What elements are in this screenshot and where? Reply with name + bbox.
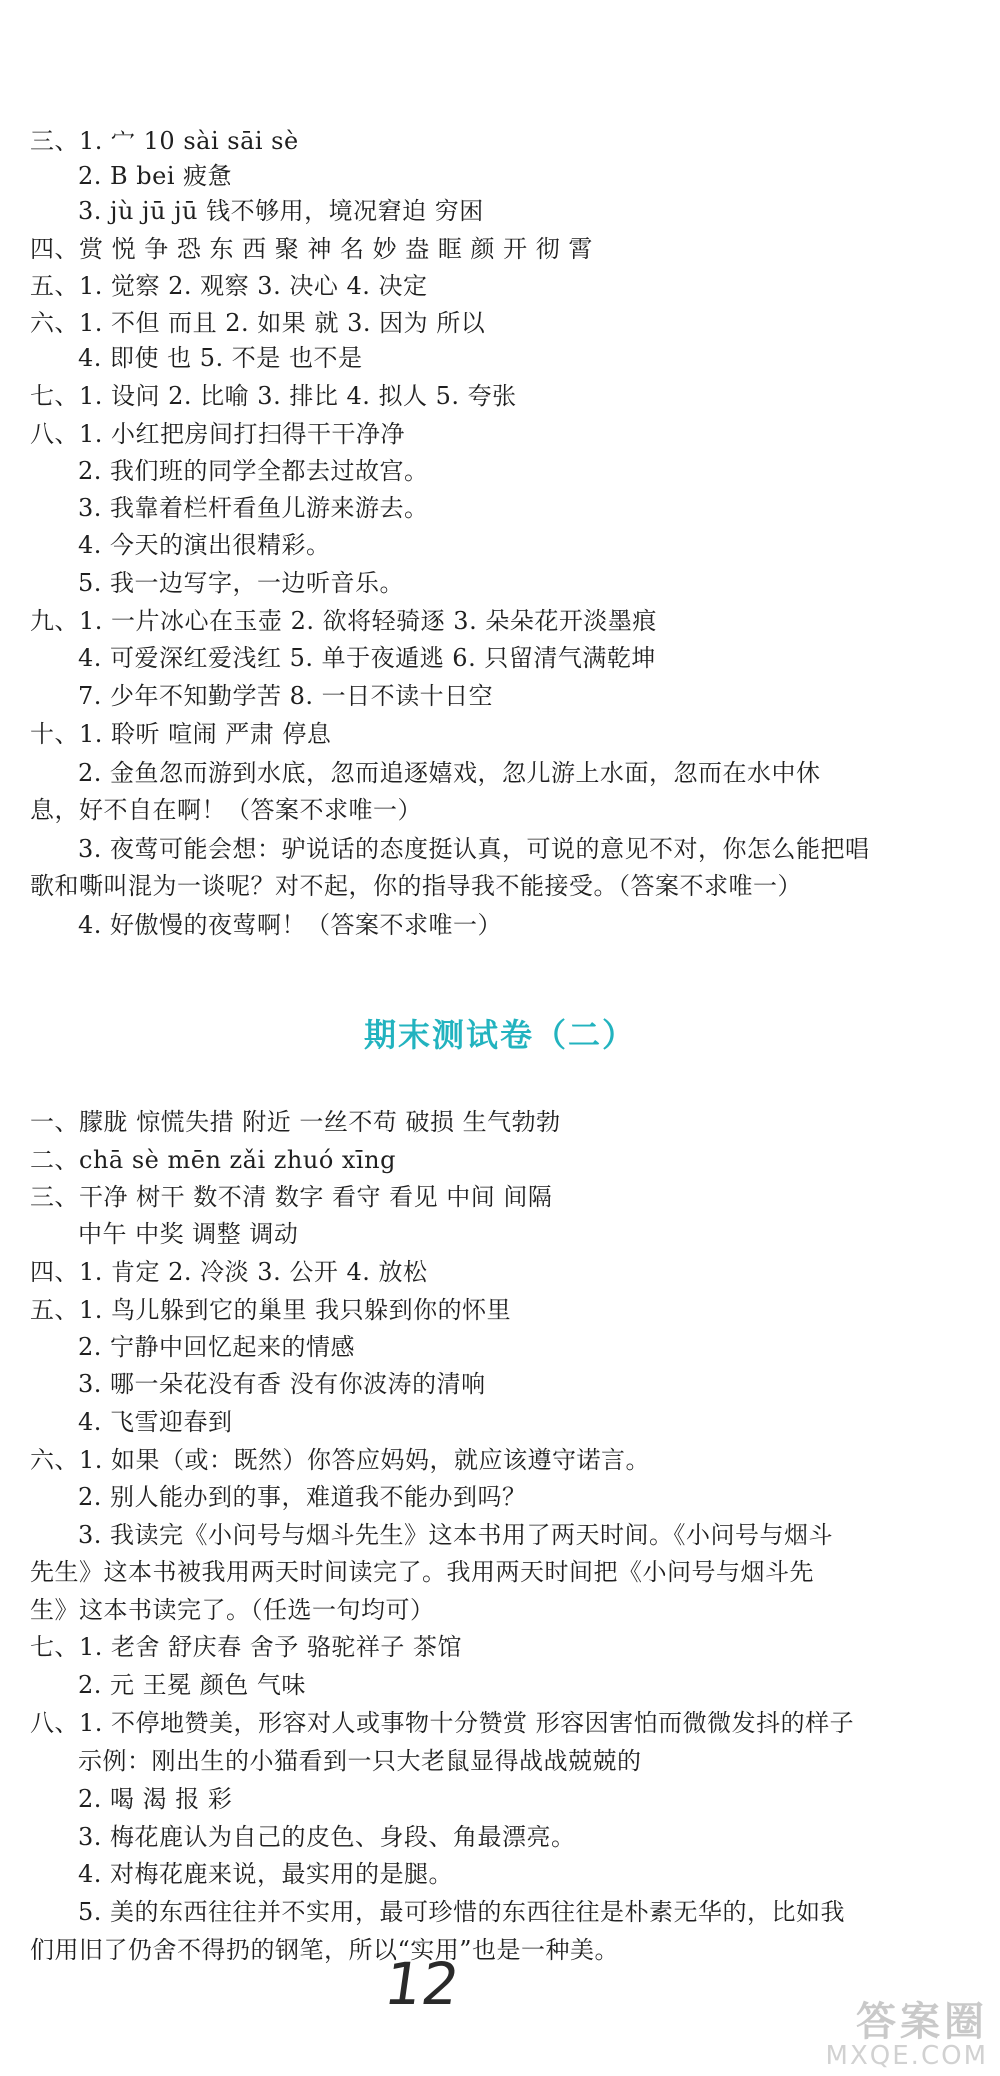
- answer-line: 中午 中奖 调整 调动: [78, 1220, 299, 1248]
- answer-line: 2. 我们班的同学全都去过故宫。: [78, 457, 429, 485]
- answer-line: 七、1. 老舍 舒庆春 舍予 骆驼祥子 茶馆: [30, 1633, 463, 1661]
- watermark-logo: [748, 1990, 988, 2070]
- answer-line: 六、1. 不但 而且 2. 如果 就 3. 因为 所以: [30, 309, 486, 337]
- answer-line: 7. 少年不知勤学苦 8. 一日不读十日空: [78, 682, 494, 710]
- answer-line: 2. B bei 疲惫: [78, 162, 233, 190]
- answer-line: 4. 即使 也 5. 不是 也不是: [78, 344, 363, 372]
- answer-line: 3. 夜莺可能会想：驴说话的态度挺认真，可说的意见不对，你怎么能把唱: [78, 835, 870, 863]
- answer-line: 4. 今天的演出很精彩。: [78, 531, 331, 559]
- answer-line: 3. 梅花鹿认为自己的皮色、身段、角最漂亮。: [78, 1823, 576, 1851]
- answer-line: 四、1. 肯定 2. 冷淡 3. 公开 4. 放松: [30, 1258, 428, 1286]
- answer-line: 们用旧了仍舍不得扔的钢笔，所以“实用”也是一种美。: [30, 1936, 620, 1964]
- answer-line: 2. 金鱼忽而游到水底，忽而追逐嬉戏，忽儿游上水面，忽而在水中休: [78, 759, 821, 787]
- answer-line: 3. 我读完《小问号与烟斗先生》这本书用了两天时间。《小问号与烟斗: [78, 1521, 834, 1549]
- answer-line: 示例：刚出生的小猫看到一只大老鼠显得战战兢兢的: [78, 1747, 642, 1775]
- answer-line: 十、1. 聆听 喧闹 严肃 停息: [30, 720, 332, 748]
- answer-line: 2. 别人能办到的事，难道我不能办到吗？: [78, 1483, 527, 1511]
- answer-line: 生》这本书读完了。（任选一句均可）: [30, 1596, 435, 1624]
- answer-line: 4. 可爱深红爱浅红 5. 单于夜遁逃 6. 只留清气满乾坤: [78, 644, 656, 672]
- answer-line: 2. 喝 渴 报 彩: [78, 1785, 233, 1813]
- answer-line: 4. 对梅花鹿来说，最实用的是腿。: [78, 1860, 454, 1888]
- answer-line: 歌和嘶叫混为一谈呢？对不起，你的指导我不能接受。（答案不求唯一）: [30, 872, 802, 900]
- answer-line: 五、1. 觉察 2. 观察 3. 决心 4. 决定: [30, 272, 428, 300]
- page-number: 12: [380, 1950, 464, 2018]
- answer-line: 3. jù jū jū 钱不够用，境况窘迫 穷困: [78, 197, 484, 225]
- answer-line: 2. 宁静中回忆起来的情感: [78, 1333, 356, 1361]
- answer-line: 六、1. 如果（或：既然）你答应妈妈，就应该遵守诺言。: [30, 1446, 651, 1474]
- answer-line: 八、1. 小红把房间打扫得干干净净: [30, 420, 406, 448]
- answer-line: 九、1. 一片冰心在玉壶 2. 欲将轻骑逐 3. 朵朵花开淡墨痕: [30, 607, 657, 635]
- answer-line: 息，好不自在啊！（答案不求唯一）: [30, 796, 422, 824]
- watermark-title: 答案圈: [856, 1999, 988, 2045]
- answer-line: 七、1. 设问 2. 比喻 3. 排比 4. 拟人 5. 夸张: [30, 382, 517, 410]
- section-title: 期末测试卷（二）: [363, 1016, 636, 1054]
- answer-line: 五、1. 鸟儿躲到它的巢里 我只躲到你的怀里: [30, 1296, 512, 1324]
- answer-line: 一、朦胧 惊慌失措 附近 一丝不苟 破损 生气勃勃: [30, 1108, 561, 1136]
- answer-line: 三、干净 树干 数不清 数字 看守 看见 中间 间隔: [30, 1183, 553, 1211]
- answer-line: 5. 美的东西往往并不实用，最可珍惜的东西往往是朴素无华的，比如我: [78, 1898, 846, 1926]
- answer-line: 4. 飞雪迎春到: [78, 1408, 233, 1436]
- answer-line: 三、1. 宀 10 sài sāi sè: [30, 127, 299, 155]
- answer-line: 3. 我靠着栏杆看鱼儿游来游去。: [78, 494, 429, 522]
- answer-line: 4. 好傲慢的夜莺啊！（答案不求唯一）: [78, 911, 503, 939]
- answer-line: 2. 元 王冕 颜色 气味: [78, 1671, 306, 1699]
- answer-line: 八、1. 不停地赞美，形容对人或事物十分赞赏 形容因害怕而微微发抖的样子: [30, 1709, 855, 1737]
- answer-line: 5. 我一边写字，一边听音乐。: [78, 569, 405, 597]
- answer-line: 先生》这本书被我用两天时间读完了。我用两天时间把《小问号与烟斗先: [30, 1558, 814, 1586]
- answer-line: 四、赏 悦 争 恐 东 西 聚 神 名 妙 盎 眶 颜 开 彻 霄: [30, 235, 593, 263]
- watermark-url: MXQE.COM: [825, 2041, 988, 2071]
- answer-line: 二、chā sè mēn zǎi zhuó xīng: [30, 1146, 396, 1174]
- answer-line: 3. 哪一朵花没有香 没有你波涛的清响: [78, 1370, 486, 1398]
